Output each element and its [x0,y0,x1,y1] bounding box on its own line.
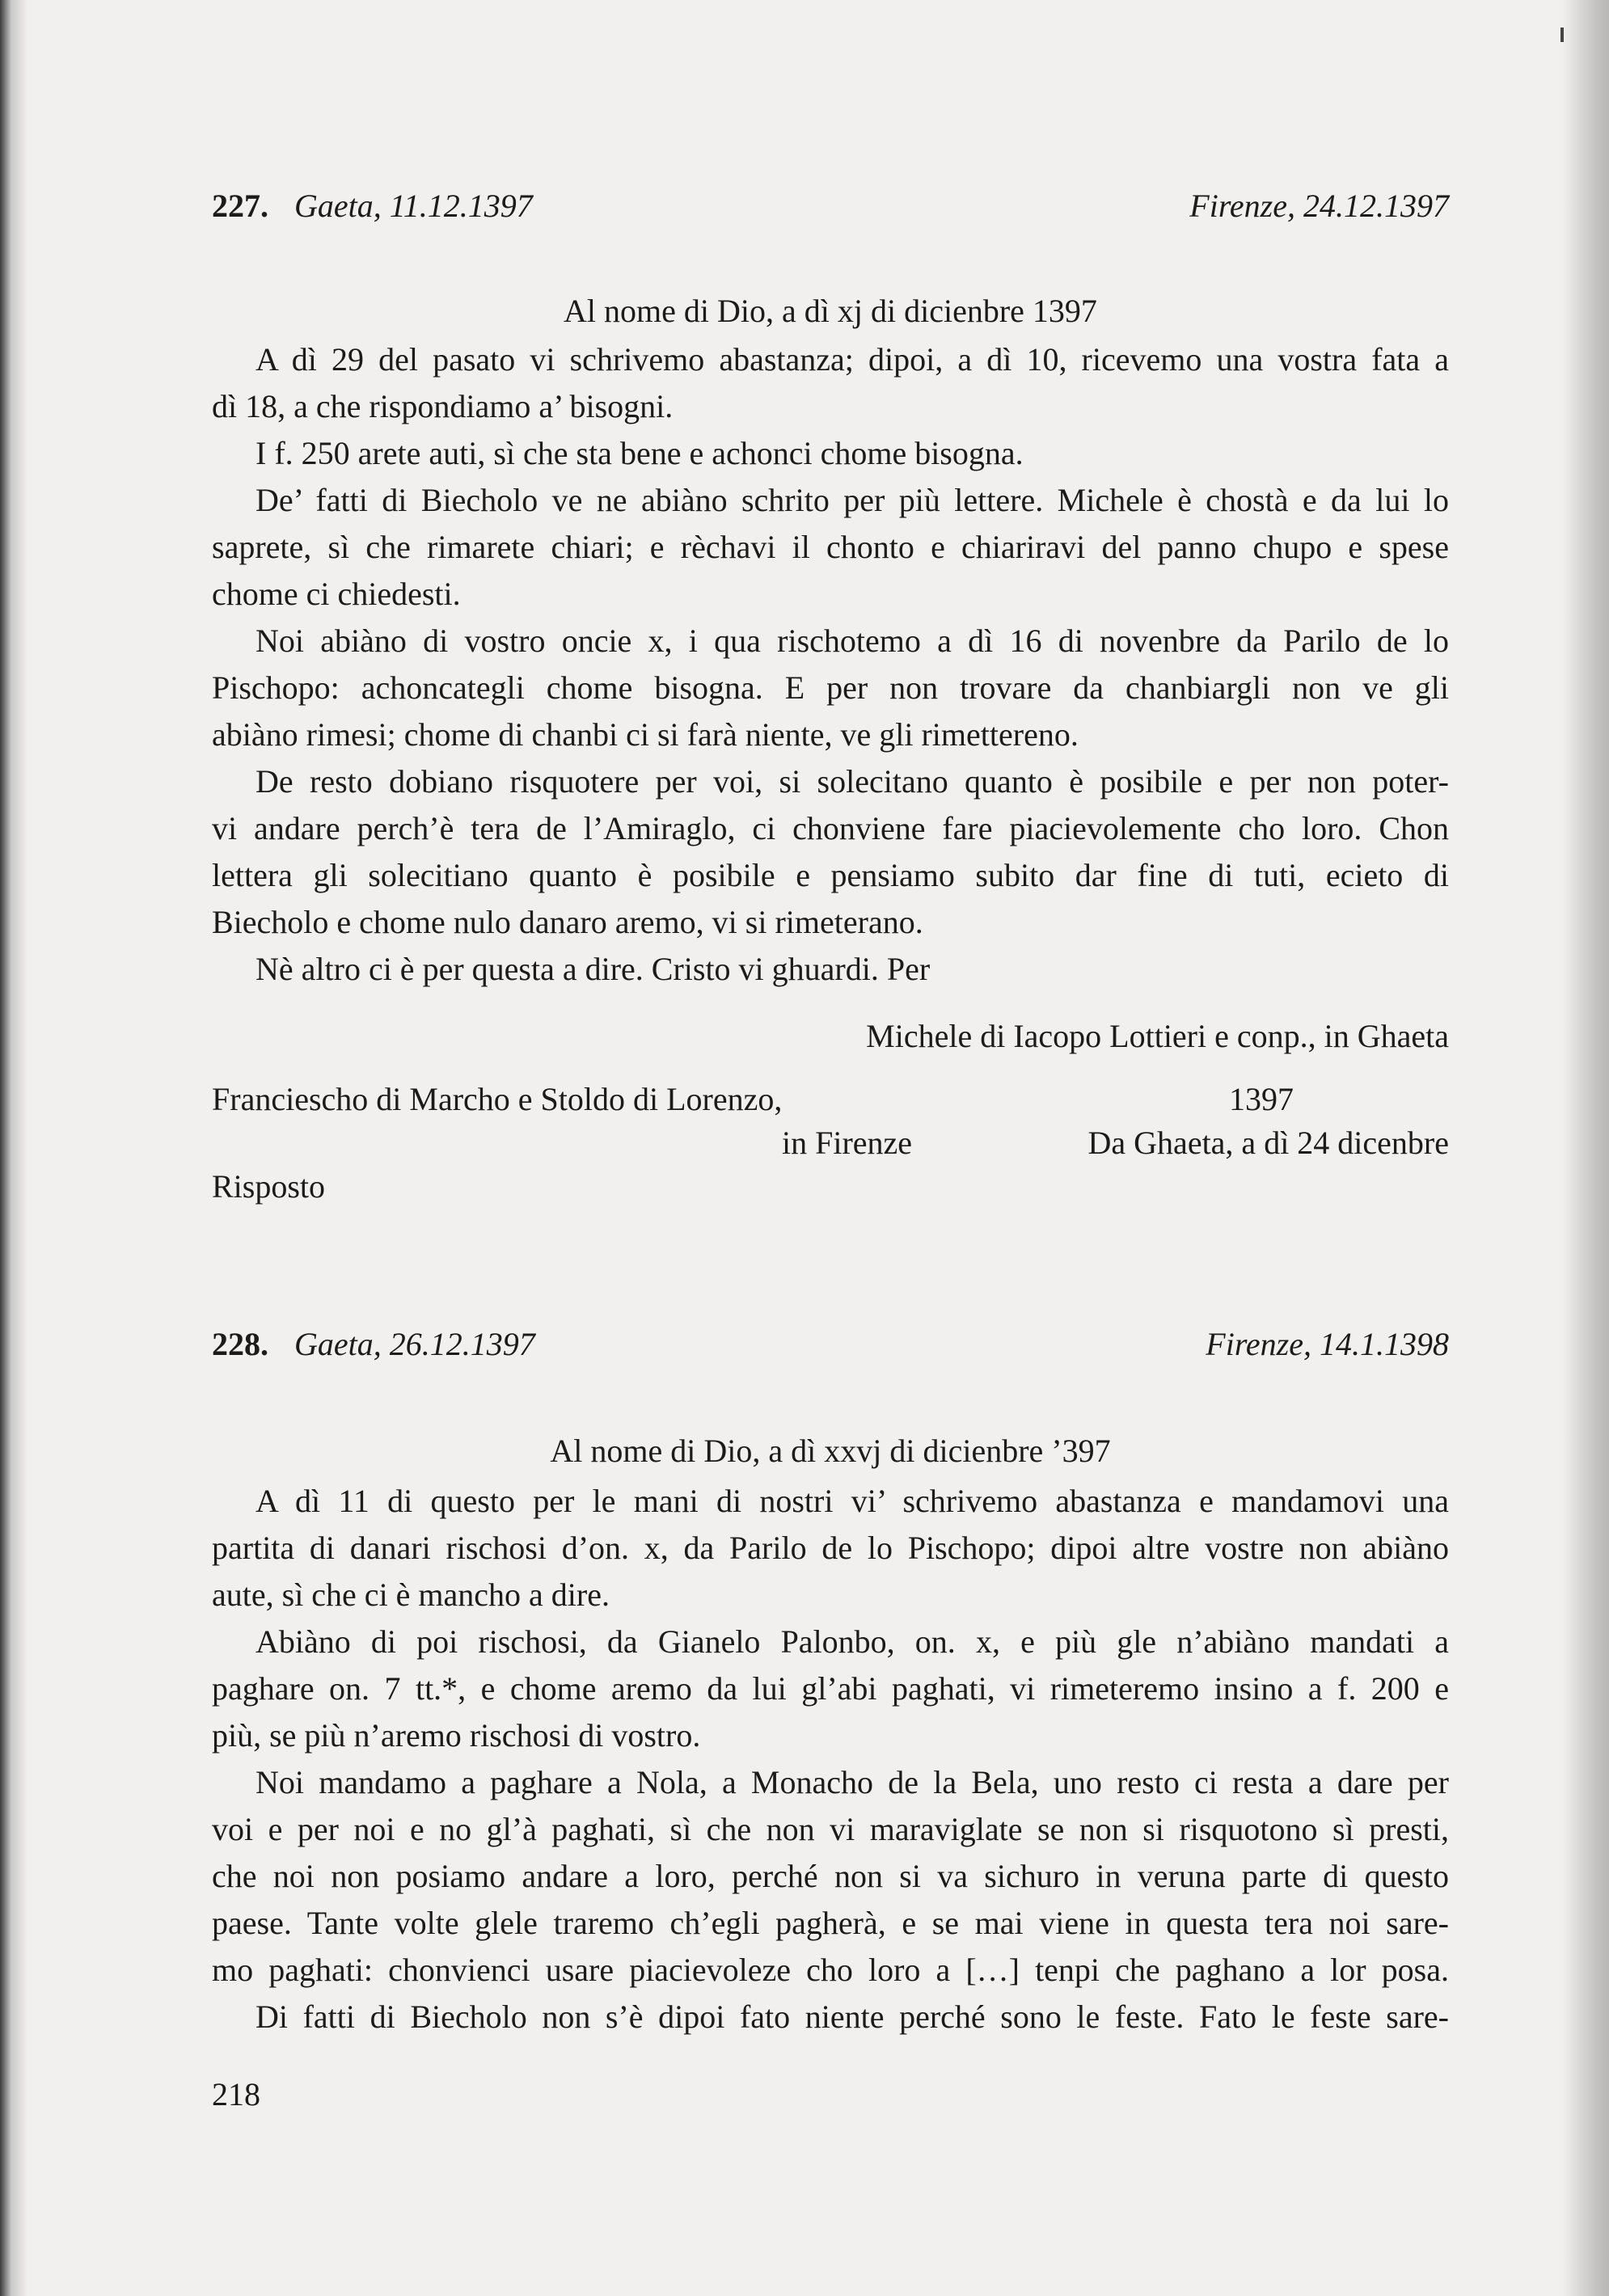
text-line: vi andare perch’è tera de l’Amiraglo, ci chonviene fare piacievolemente cho loro. Chon [212,810,1449,846]
text-line: Noi mandamo a paghare a Nola, a Monacho de la Bela, uno resto ci resta a dare per [255,1764,1449,1800]
letter-origin: Gaeta, 26.12.1397 [294,1326,535,1362]
letter-salutation: Al nome di Dio, a dì xj di dicienbre 1397 [564,293,1097,329]
text-line: paese. Tante volte glele traremo ch’egli pagherà, e se mai viene in questa tera noi sare- [212,1905,1449,1941]
reply-note: Risposto [212,1168,326,1205]
letter-number: 228. [212,1326,268,1362]
text-line: Noi abiàno di vostro oncie x, i qua rischotemo a dì 16 di novenbre da Parilo de lo [255,623,1449,659]
letter-destination: Firenze, 14.1.1398 [1206,1326,1449,1362]
text-line: che noi non posiamo andare a loro, perché non si va sichuro in veruna parte di questo [212,1858,1449,1894]
text-line: Pischopo: achoncategli chome bisogna. E per non trovare da chanbiargli non ve gli [212,669,1449,706]
text-line: paghare on. 7 tt.*, e chome aremo da lui gl’abi paghati, vi rimeteremo insino a f. 200 e [212,1670,1449,1707]
letter-salutation: Al nome di Dio, a dì xxvj di dicienbre ’397 [550,1433,1111,1469]
text-line: Biecholo e chome nulo danaro aremo, vi si rimeterano. [212,904,923,940]
address-line [212,1076,1449,1123]
text-line: saprete, sì che rimarete chiari; e rèchavi il chonto e chiariravi del panno chupo e spese [212,529,1449,565]
letter-signature: Michele di Iacopo Lottieri e conp., in Ghaeta [866,1018,1449,1054]
letter-origin: Gaeta, 11.12.1397 [294,188,533,224]
text-line: Di fatti di Biecholo non s’è dipoi fato niente perché sono le feste. Fato le feste sare- [255,1998,1449,2035]
page-number: 218 [212,2076,260,2112]
text-line: chome ci chiedesti. [212,576,461,612]
address-name: Franciescho di Marcho e Stoldo di Lorenzo, [212,1081,783,1117]
book-binding-shadow [0,0,27,2296]
text-line: Nè altro ci è per questa a dire. Cristo vi ghuardi. Per [255,951,931,987]
text-line: Abiàno di poi rischosi, da Gianelo Palonbo, on. x, e più gle n’abiàno mandati a [255,1623,1449,1660]
text-line: abiàno rimesi; chome di chanbi ci si farà niente, ve gli rimettereno. [212,716,1079,753]
page-edge-shadow [1562,0,1609,2296]
received-note: Da Ghaeta, a dì 24 dicenbre [1087,1125,1449,1161]
text-line: voi e per noi e no gl’à paghati, sì che non vi maraviglate se non si risquotono sì presti, [212,1811,1449,1847]
text-line: mo paghati: chonvienci usare piacievoleze cho loro a […] tenpi che paghano a lor posa. [212,1952,1449,1988]
text-line: lettera gli solecitiano quanto è posibile e pensiamo subito dar fine di tuti, ecieto di [212,857,1449,893]
scan-mark [1560,27,1564,42]
text-line: dì 18, a che rispondiamo a’ bisogni. [212,388,674,424]
letter-destination: Firenze, 24.12.1397 [1189,188,1449,224]
letter-header [212,1321,1449,1368]
address-place-line [212,1120,1449,1167]
letter-header [212,183,1449,230]
text-line: De resto dobiano risquotere per voi, si solecitano quanto è posibile e per non poter- [255,763,1449,800]
text-line: De’ fatti di Biecholo ve ne abiàno schrito per più lettere. Michele è chostà e da lui lo [255,482,1449,518]
address-place: in Firenze [782,1125,913,1161]
text-line: partita di danari rischosi d’on. x, da Parilo de lo Pischopo; dipoi altre vostre non abiàno [212,1530,1449,1566]
text-line: aute, sì che ci è mancho a dire. [212,1576,610,1613]
letter-number: 227. [212,188,268,224]
received-year: 1397 [1229,1081,1294,1117]
text-line: I f. 250 arete auti, sì che sta bene e achonci chome bisogna. [255,435,1024,471]
text-line: più, se più n’aremo rischosi di vostro. [212,1717,701,1754]
text-line: A dì 29 del pasato vi schrivemo abastanza; dipoi, a dì 10, ricevemo una vostra fata a [255,341,1449,378]
text-line: A dì 11 di questo per le mani di nostri vi’ schrivemo abastanza e mandamovi una [255,1483,1449,1519]
